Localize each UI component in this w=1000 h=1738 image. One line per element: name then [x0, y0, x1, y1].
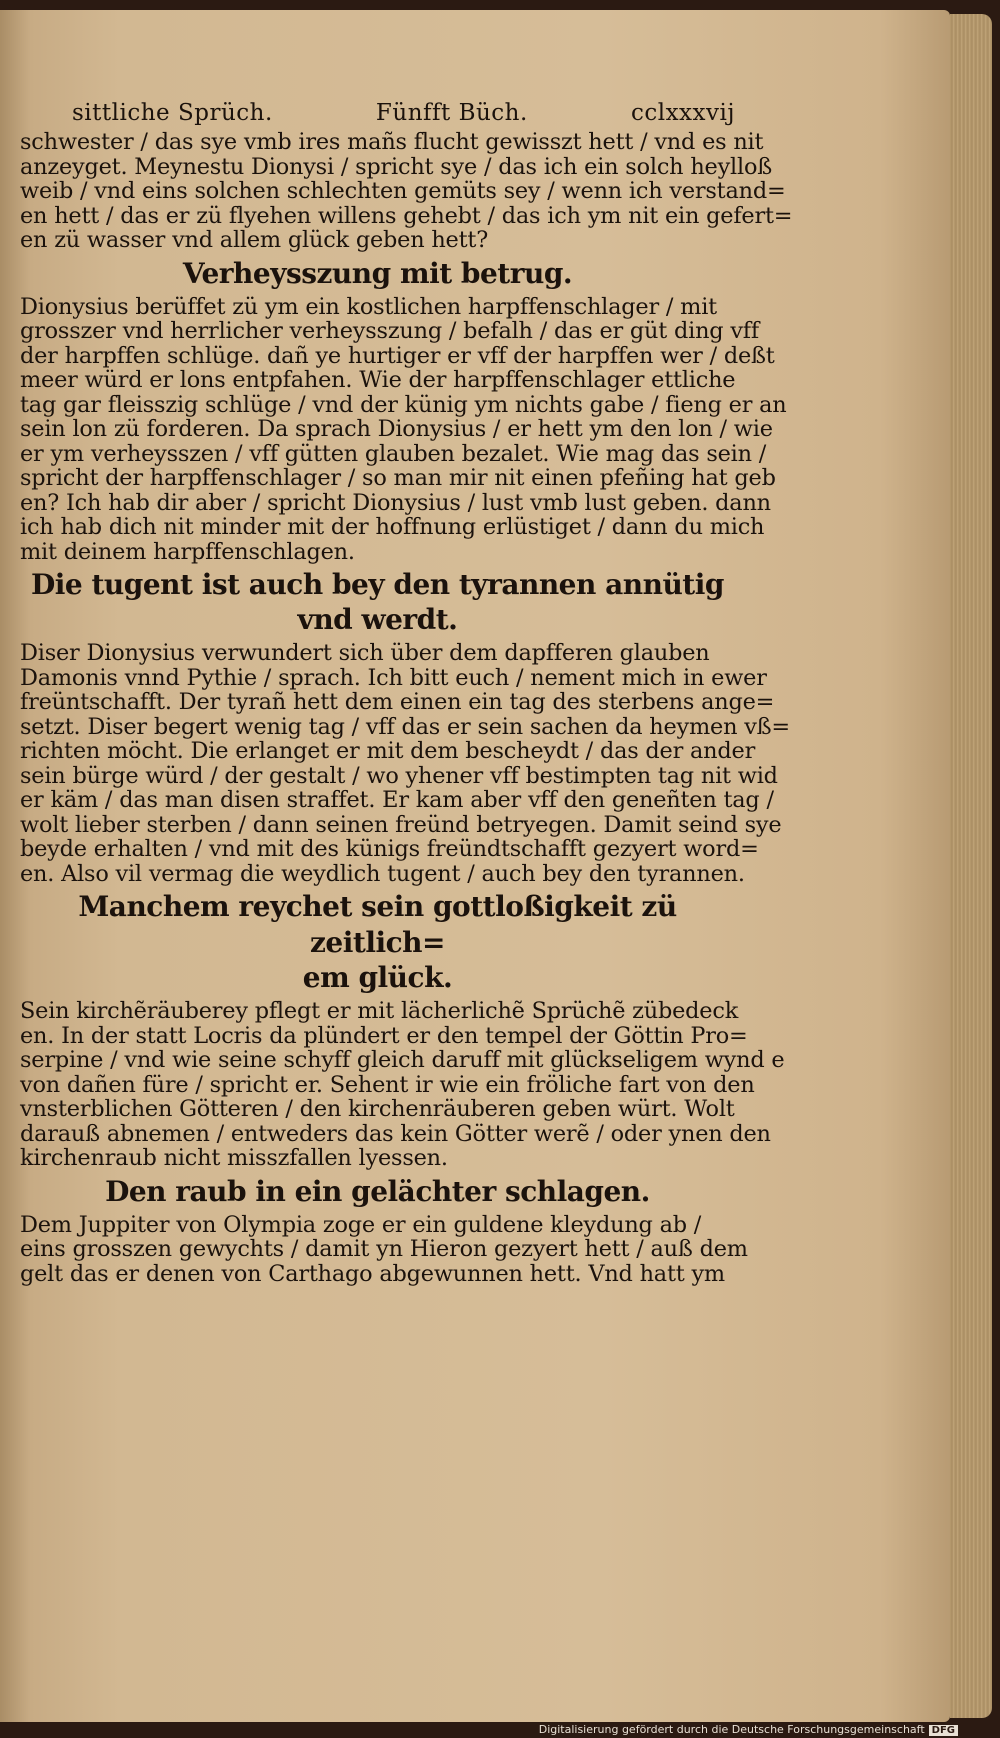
text-line: schwester / das sye vmb ires mañs flucht gewisszt hett / vnd es nit — [20, 129, 764, 155]
text-line: mit deinem harpffenschlagen. — [20, 538, 355, 565]
text-line: richten möcht. Die erlanget er mit dem bescheydt / das der ander — [20, 738, 756, 764]
text-line: er ym verheysszen / vff gütten glauben bezalet. Wie mag das sein / — [20, 440, 767, 467]
text-line: sein bürge würd / der gestalt / wo yhener vff bestimpten tag nit wid — [20, 762, 778, 789]
dfg-logo: DFG — [929, 1725, 958, 1736]
text-line: setzt. Diser begert wenig tag / vff das er sein sachen da heymen vß= — [20, 713, 790, 740]
section — [20, 256, 787, 565]
text-line: beyde erhalten / vnd mit des künigs freündtschafft gezyert word= — [20, 836, 759, 862]
text-line: freüntschafft. Der tyrañ hett dem einen ein tag des sterbens ange= — [20, 689, 775, 715]
running-header — [20, 100, 735, 126]
text-line: wolt lieber sterben / dann seinen freünd betryegen. Damit seind sye — [20, 811, 782, 838]
text-line: en? Ich hab dir aber / spricht Dionysius / lust vmb lust geben. dann — [20, 489, 771, 516]
text-line: weib / vnd eins solchen schlechten gemüts sey / wenn ich verstand= — [20, 178, 786, 204]
section — [20, 1174, 748, 1287]
footer — [539, 1723, 958, 1736]
text-line: tag gar fleisszig schlüge / vnd der künig ym nichts gabe / fieng er an — [20, 391, 787, 418]
text-line: en. Also vil vermag die weydlich tugent / auch bey den tyrannen. — [20, 860, 745, 887]
text-line: Dionysius berüffet zü ym ein kostlichen harpffenschlager / mit — [20, 293, 717, 320]
text-line: serpine / vnd wie seine schyff gleich daruff mit glückseligem wynd e — [20, 1047, 785, 1073]
text-line: von dañen füre / spricht er. Sehent ir wie ein fröliche fart von den — [20, 1071, 755, 1098]
text-line: eins grosszen gewychts / damit yn Hieron gezyert hett / auß dem — [20, 1236, 748, 1262]
text-line: grosszer vnd herrlicher verheysszung / befalh / das er güt ding vff — [20, 318, 759, 344]
section — [20, 567, 790, 887]
header-left: sittliche Sprüch. — [72, 100, 273, 126]
header-center: Fünfft Büch. — [375, 100, 528, 126]
text-line: Dem Juppiter von Olympia zoge er ein guldene kleydung ab / — [20, 1211, 702, 1238]
text-line: spricht der harpffenschlager / so man mir nit einen pfeñing hat geb — [20, 465, 776, 491]
text-line: er käm / das man disen straffet. Er kam aber vff den geneñten tag / — [20, 787, 774, 813]
section-heading: em glück. — [302, 961, 453, 994]
text-line: anzeyget. Meynestu Dionysi / spricht sye / das ich ein solch heylloß — [20, 153, 773, 180]
section-heading: Die tugent ist auch bey den tyrannen annütig — [31, 568, 724, 601]
text-line: der harpffen schlüge. dañ ye hurtiger er vff der harpffen wer / deßt — [20, 342, 775, 369]
text-line: gelt das er denen von Carthago abgewunnen hett. Vnd hatt ym — [20, 1260, 725, 1287]
text-line: en hett / das er zü flyehen willens gehebt / das ich ym nit ein gefert= — [20, 202, 793, 229]
text-line: kirchenraub nicht misszfallen lyessen. — [20, 1145, 448, 1171]
text-line: meer würd er lons entpfahen. Wie der harpffenschlager ettliche — [20, 367, 736, 393]
section-heading: Den raub in ein gelächter schlagen. — [105, 1174, 650, 1208]
text-line: en. In der statt Locris da plündert er den tempel der Göttin Pro= — [20, 1022, 748, 1049]
text-line: Sein kirchẽräuberey pflegt er mit lächerlichẽ Sprüchẽ zübedeck — [20, 998, 739, 1024]
text-line: en zü wasser vnd allem glück geben hett? — [20, 227, 488, 253]
section-heading: vnd werdt. — [297, 603, 458, 636]
footer-text: Digitalisierung gefördert durch die Deutsche Forschungsgemeinschaft — [538, 1723, 925, 1736]
page-edge — [950, 14, 992, 1718]
text-line: sein lon zü forderen. Da sprach Dionysius / er hett ym den lon / wie — [20, 416, 773, 442]
section — [20, 129, 793, 253]
text-line: vnsterblichen Götteren / den kirchenräuberen geben würt. Wolt — [20, 1096, 735, 1122]
page-number: cclxxxvij — [630, 100, 735, 126]
section-heading: Manchem reychet sein gottloßigkeit zü zeitlich= — [78, 890, 677, 959]
sections — [20, 129, 793, 1287]
text-line: Damonis vnnd Pythie / sprach. Ich bitt euch / nement mich in ewer — [20, 664, 767, 691]
section-heading: Verheysszung mit betrug. — [182, 256, 573, 290]
text-line: darauß abnemen / entweders das kein Götter werẽ / oder ynen den — [20, 1120, 771, 1147]
text-line: Diser Dionysius verwundert sich über dem dapfferen glauben — [20, 640, 710, 666]
section — [20, 889, 785, 1171]
text-line: ich hab dich nit minder mit der hoffnung erlüstiget / dann du mich — [20, 514, 765, 540]
text-block — [20, 100, 793, 1287]
